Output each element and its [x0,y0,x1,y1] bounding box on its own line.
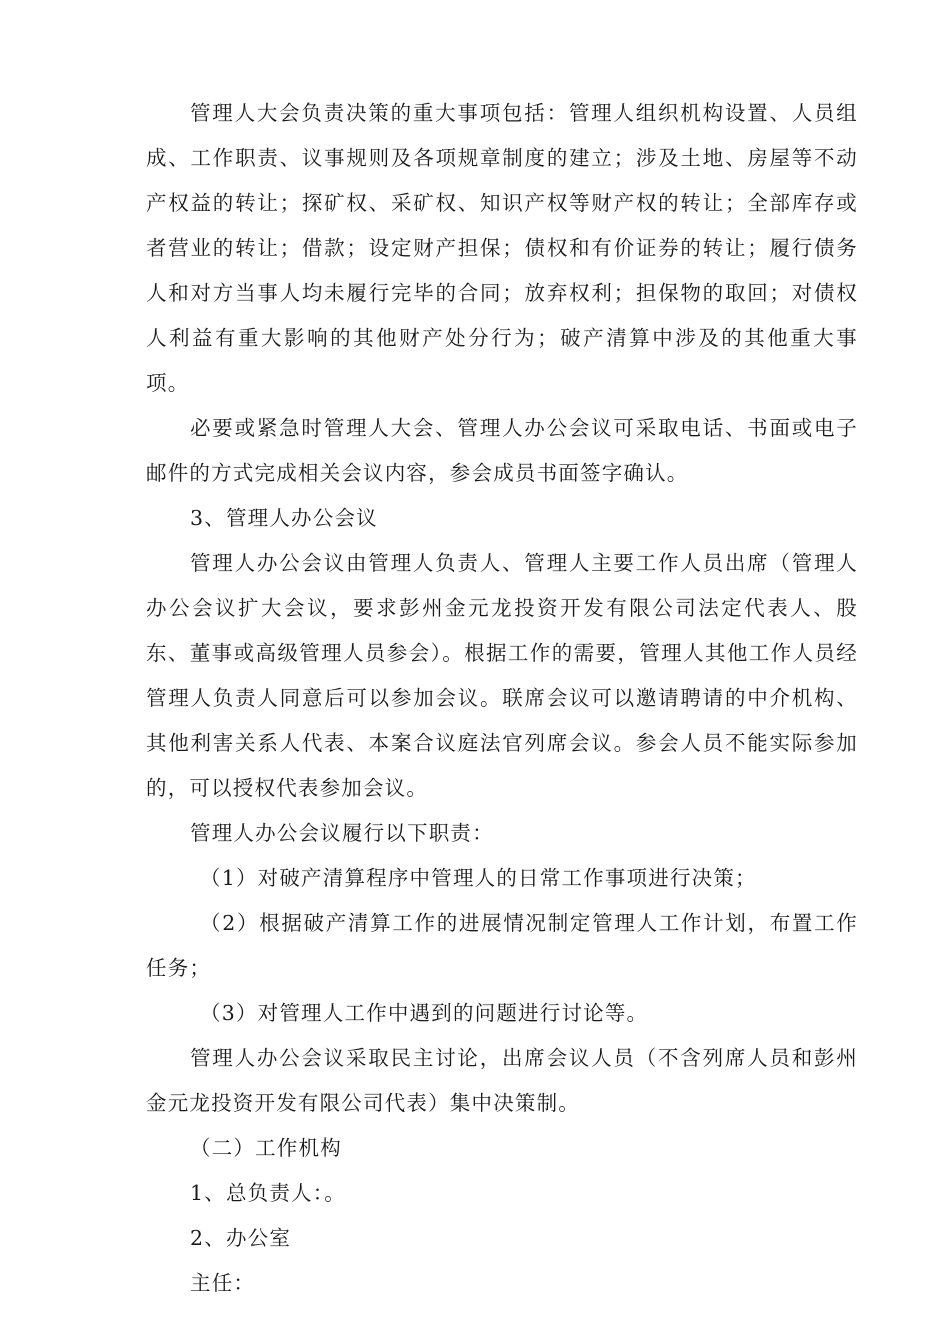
paragraph-decision-method: 管理人办公会议采取民主讨论，出席会议人员（不含列席人员和彭州金元龙投资开发有限公司代表）集中决策制。 [146,1046,858,1115]
section-heading-working-bodies: （二）工作机构 [190,1136,342,1160]
section-heading-office-meeting: 3、管理人办公会议 [190,506,378,530]
paragraph-director: 主任： [190,1271,256,1295]
paragraph-urgent-meetings: 必要或紧急时管理人大会、管理人办公会议可采取电话、书面或电子邮件的方式完成相关会议内容，参会成员书面签字确认。 [146,416,858,485]
list-item-duty-1: （1）对破产清算程序中管理人的日常工作事项进行决策； [200,866,757,890]
document-body [146,91,858,1306]
list-item-duty-3: （3）对管理人工作中遇到的问题进行讨论等。 [200,1001,649,1025]
paragraph-office-meeting-attendance: 管理人办公会议由管理人负责人、管理人主要工作人员出席（管理人办公会议扩大会议，要求彭州金元龙投资开发有限公司法定代表人、股东、董事或高级管理人员参会）。根据工作的需要，管理人其他工作人员经管理人负责人同意后可以参加会议。联席会议可以邀请聘请的中介机构、其他利害关系人代表、本案合议庭法官列席会议。参会人员不能实际参加的，可以授权代表参加会议。 [146,551,858,800]
paragraph-chief-leader: 1、总负责人：。 [190,1181,346,1205]
paragraph-major-matters: 管理人大会负责决策的重大事项包括：管理人组织机构设置、人员组成、工作职责、议事规则及各项规章制度的建立；涉及土地、房屋等不动产权益的转让；探矿权、采矿权、知识产权等财产权的转让；全部库存或者营业的转让；借款；设定财产担保；债权和有价证券的转让；履行债务人和对方当事人均未履行完毕的合同；放弃权利；担保物的取回；对债权人利益有重大影响的其他财产处分行为；破产清算中涉及的其他重大事项。 [146,101,858,395]
list-item-duty-2: （2）根据破产清算工作的进展情况制定管理人工作计划，布置工作任务； [146,911,858,980]
paragraph-office-meeting-duties-intro: 管理人办公会议履行以下职责： [190,821,494,845]
paragraph-office: 2、办公室 [190,1226,292,1250]
